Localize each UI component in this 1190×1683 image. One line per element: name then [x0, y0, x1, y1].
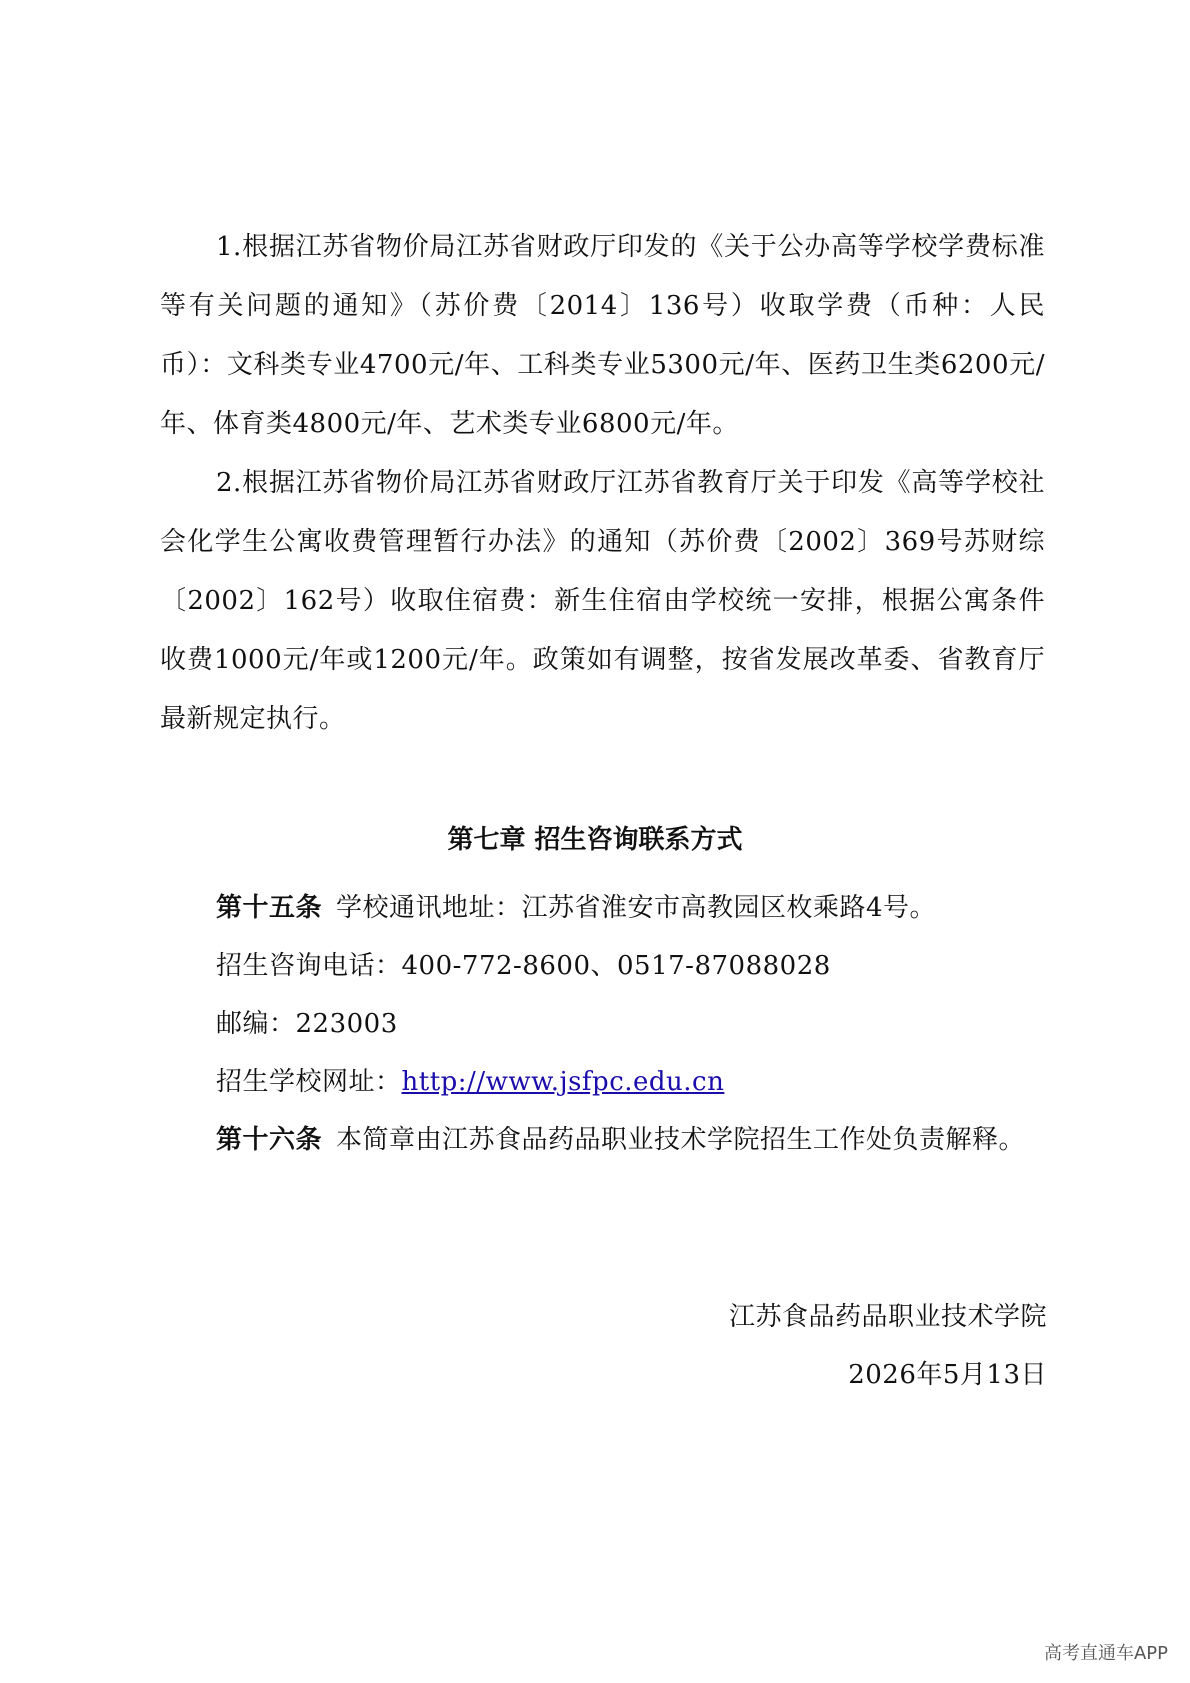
contact-postcode: [216, 1004, 398, 1044]
article-15-label: 第十五条: [216, 893, 323, 923]
contact-phone: [216, 946, 831, 986]
watermark-text: 高考直通车APP: [1043, 1643, 1168, 1664]
signature-date: 2026年5月13日: [848, 1360, 1047, 1390]
contact-website: [216, 1062, 724, 1102]
article-15-text: 学校通讯地址：江苏省淮安市高教园区枚乘路4号。: [336, 893, 937, 923]
chapter-title: 第七章 招生咨询联系方式: [447, 825, 743, 855]
fee-paragraph-tuition: 1.根据江苏省物价局江苏省财政厅印发的《关于公办高等学校学费标准等有关问题的通知》（苏价费〔2014〕136号）收取学费（币种：人民币）：文科类专业4700元/年、工科类专业5300元/年、医药卫生类6200元/年、体育类4800元/年、艺术类专业6800元/年。: [160, 232, 1045, 439]
article-16: [216, 1120, 1025, 1160]
phone-label: 招生咨询电话：: [216, 951, 402, 981]
article-15: [216, 888, 936, 928]
article-16-text: 本简章由江苏食品药品职业技术学院招生工作处负责解释。: [336, 1125, 1026, 1155]
fee-paragraph-accommodation: 2.根据江苏省物价局江苏省财政厅江苏省教育厅关于印发《高等学校社会化学生公寓收费管理暂行办法》的通知（苏价费〔2002〕369号苏财综〔2002〕162号）收取住宿费：新生住宿由学校统一安排，根据公寓条件收费1000元/年或1200元/年。政策如有调整，按省发展改革委、省教育厅最新规定执行。: [160, 468, 1045, 734]
website-link[interactable]: http://www.jsfpc.edu.cn: [401, 1067, 725, 1097]
phone-value: 400-772-8600、0517-87088028: [401, 951, 831, 981]
postcode-value: 223003: [295, 1009, 398, 1039]
article-16-label: 第十六条: [216, 1125, 323, 1155]
signature-organization: 江苏食品药品职业技术学院: [728, 1302, 1047, 1332]
postcode-label: 邮编：: [216, 1009, 296, 1039]
website-label: 招生学校网址：: [216, 1067, 402, 1097]
